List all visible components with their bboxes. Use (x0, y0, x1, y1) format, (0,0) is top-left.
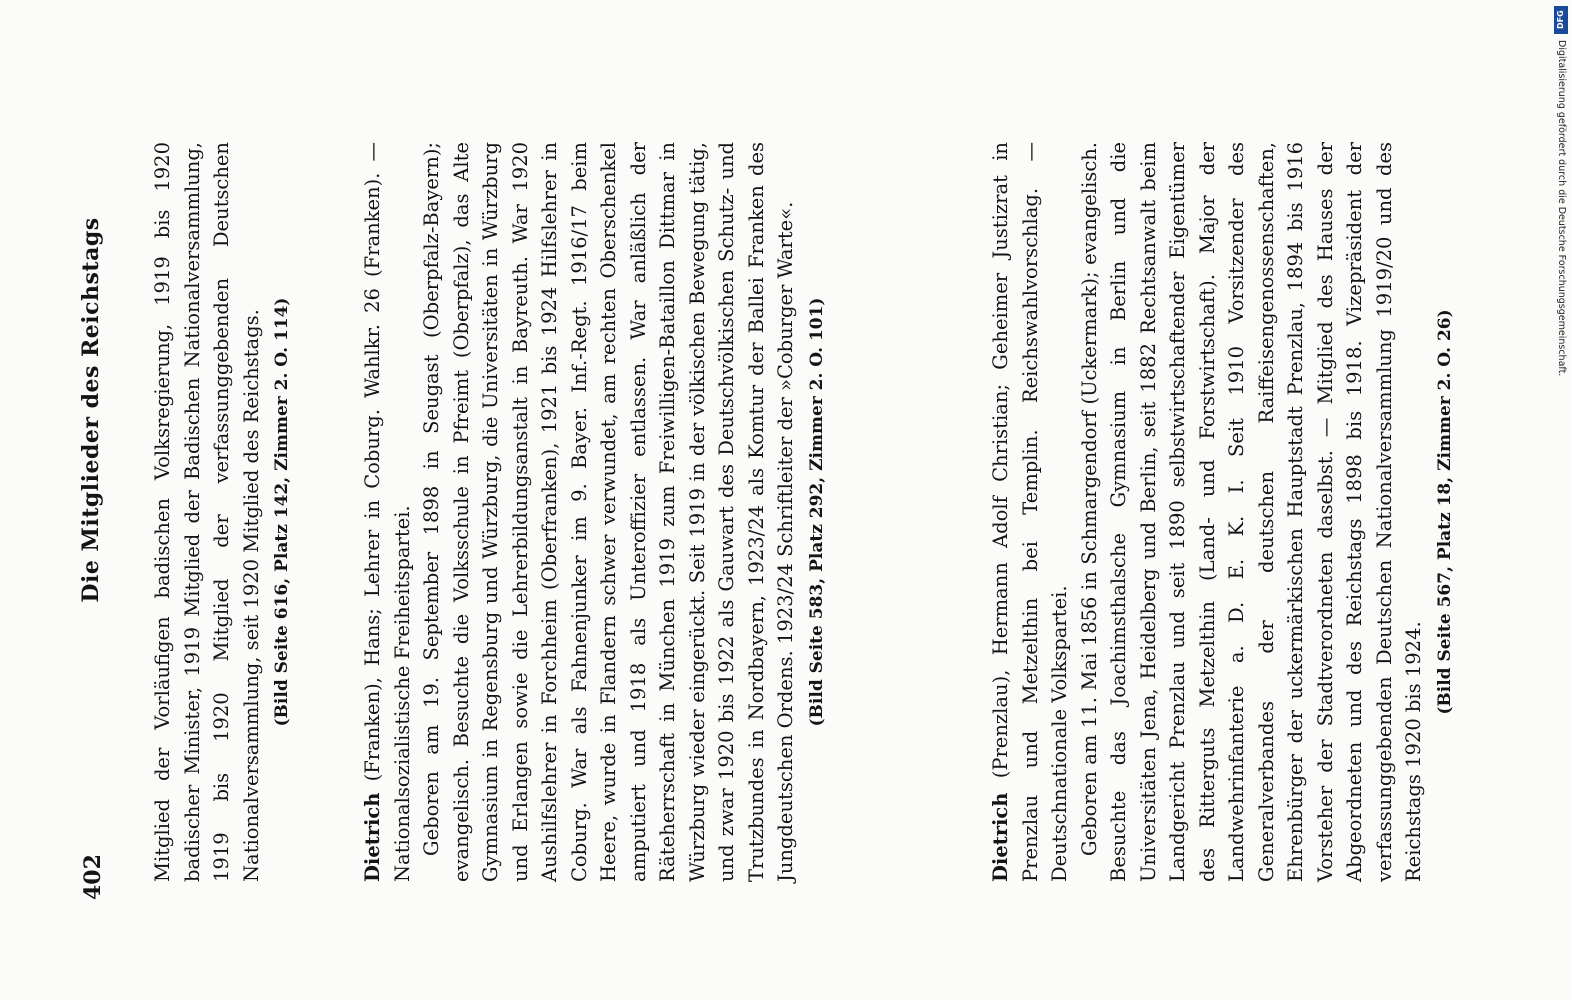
continuation-text: Mitglied der Vorläufigen badischen Volksregierung, 1919 bis 1920 badischer Minister, 1919 Mitglied der Badischen Nationalversammlung, 1919 bis 1920 Mitglied der verfassunggebenden Deutschen Nationalversammlung, seit 1920 Mitglied des Reichstags. (151, 142, 263, 882)
entry-intro (986, 142, 1075, 882)
photo-reference: (Bild Seite 567, Platz 18, Zimmer 2. O. 26) (1434, 309, 1455, 715)
entry-biography: Geboren am 11. Mai 1856 in Schmargendorf (Uckermark); evangelisch. Besuchte das Joachimsthalsche Gymnasium in Berlin und die Universitäten Jena, Heidelberg und Berlin, seit 1882 Rechtsanwalt beim Landgericht Prenzlau und seit 1890 selbstwirtschaftender Eigentümer des Ritterguts Metzelthin (Land- und Forstwirtschaft). Major der Landwehrinfanterie a. D. E. K. I. Seit 1910 Vorsitzender des Generalverbandes der deutschen Raiffeisengenossenschaften, Ehrenbürger der uckermärkischen Hauptstadt Prenzlau, 1894 bis 1916 Vorsteher der Stadtverordneten daselbst. — Mitglied des Hauses der Abgeordneten und des Reichstags 1898 bis 1918. Vizepräsident der verfassunggebenden Deutschen Nationalversammlung 1919/20 und des Reichstags 1920 bis 1924. (1077, 142, 1425, 882)
entry-intro-text: (Prenzlau), Hermann Adolf Christian; Geheimer Justizrat in Prenzlau und Metzelthin bei Templin. Reichswahlvorschlag. — Deutschnationale Volkspartei. (989, 142, 1071, 882)
photo-reference: (Bild Seite 616, Platz 142, Zimmer 2. O. 114) (272, 297, 292, 727)
page-header (78, 120, 114, 900)
photo-reference: (Bild Seite 583, Platz 292, Zimmer 2. O. 101) (806, 297, 827, 727)
entry-dietrich-hermann (986, 142, 1460, 882)
running-title: Die Mitglieder des Reichstags (78, 217, 104, 603)
entry-dietrich-hans (358, 142, 832, 882)
dfg-logo-icon: DFG (1554, 6, 1568, 34)
entry-surname: Dietrich (361, 792, 384, 882)
digitization-credit (1554, 6, 1568, 426)
digitization-note: Digitalisierung gefördert durch die Deutsche Forschungsgemeinschaft. (1556, 40, 1567, 377)
continuation-entry (148, 142, 298, 882)
page-number: 402 (80, 854, 106, 900)
entry-intro-text: (Franken), Hans; Lehrer in Coburg. Wahlkr. 26 (Franken). — Nationalsozialistische Freiheitspartei. (361, 142, 414, 882)
entry-intro (358, 142, 417, 882)
entry-surname: Dietrich (989, 792, 1012, 882)
entry-biography: Geboren am 19. September 1898 in Seugast (Oberpfalz-Bayern); evangelisch. Besuchte die Volksschule in Pfreimt (Oberpfalz), das Alte Gymnasium in Regensburg und Würzburg, die Universitäten in Würzburg und Erlangen sowie die Lehrerbildungsanstalt in Bayreuth. War 1920 Aushilfslehrer in Forchheim (Oberfranken), 1921 bis 1924 Hilfslehrer in Coburg. War als Fahnenjunker im 9. Bayer. Inf.-Regt. 1916/17 beim Heere, wurde in Flandern schwer verwundet, am rechten Oberschenkel amputiert und 1918 als Unteroffizier entlassen. War anläßlich der Räteherrschaft in München 1919 zum Freiwilligen-Bataillon Dittmar in Würzburg wieder eingerückt. Seit 1919 in der völkischen Bewegung tätig, und zwar 1920 bis 1922 als Gauwart des Deutschvölkischen Schutz- und Trutzbundes in Nordbayern, 1923/24 als Komtur der Ballei Franken des Jungdeutschen Ordens. 1923/24 Schriftleiter der »Coburger Warte«. (420, 142, 797, 882)
